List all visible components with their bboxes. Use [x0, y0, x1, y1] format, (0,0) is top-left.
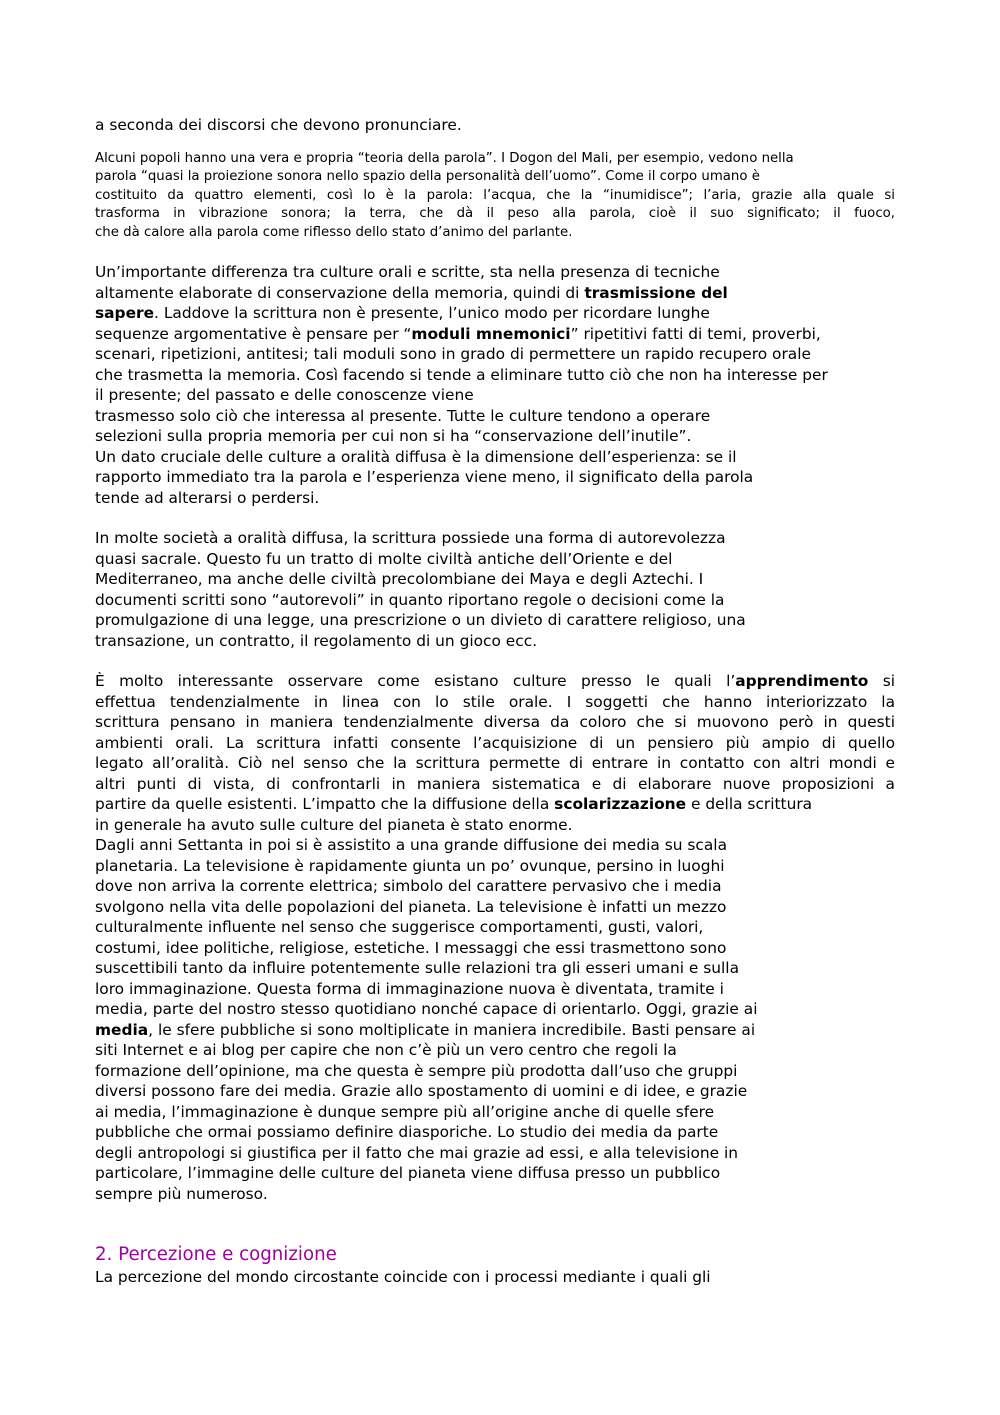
- bold-term: apprendimento: [735, 672, 869, 691]
- body-text-line: Un’importante differenza tra culture orali e scritte, sta nella presenza di tecniche: [95, 263, 720, 282]
- paragraph-gap: [95, 1204, 925, 1243]
- quote-text-line: costituito da quattro elementi, così lo è la parola: l’acqua, che la “inumidisce”; l’aria, grazie alla quale si: [95, 187, 895, 203]
- body-text-line: Un dato cruciale delle culture a oralità diffusa è la dimensione dell’esperienza: se il: [95, 447, 737, 466]
- body-text-line: diversi possono fare dei media. Grazie allo spostamento di uomini e di idee, e grazie: [95, 1082, 748, 1101]
- document-page: [95, 115, 925, 1288]
- text-run: sequenze argomentative è pensare per “: [95, 324, 412, 343]
- body-text-line: in generale ha avuto sulle culture del pianeta è stato enorme.: [95, 815, 573, 834]
- quote-text-line: trasforma in vibrazione sonora; la terra, che dà il peso alla parola, cioè il suo significato; il fuoco,: [95, 206, 895, 222]
- body-text-line: che trasmetta la memoria. Così facendo si tende a eliminare tutto ciò che non ha interesse per: [95, 365, 828, 384]
- body-text-line: pubbliche che ormai possiamo definire diasporiche. Lo studio dei media da parte: [95, 1123, 719, 1142]
- text-run: È molto interessante osservare come esistano culture presso le quali l’: [95, 672, 736, 691]
- paragraph-gap: [95, 651, 925, 671]
- body-text-line: formazione dell’opinione, ma che questa è sempre più prodotta dall’uso che gruppi: [95, 1061, 738, 1080]
- body-text-line: [95, 671, 895, 692]
- body-text-line: rapporto immediato tra la parola e l’esperienza viene meno, il significato della parola: [95, 468, 754, 487]
- body-text-line: selezioni sulla propria memoria per cui non si ha “conservazione dell’inutile”.: [95, 427, 692, 446]
- body-text-line: legato all’oralità. Ciò nel senso che la scrittura permette di entrare in contatto con altri mondi e: [95, 754, 895, 773]
- bold-term: trasmissione del: [584, 283, 728, 302]
- body-text-line: scrittura pensano in maniera tendenzialmente diversa da coloro che si muovono però in questi: [95, 713, 895, 732]
- section-heading: 2. Percezione e cognizione: [95, 1244, 337, 1266]
- text-run: ” ripetitivi fatti di temi, proverbi,: [570, 324, 821, 343]
- body-text-line: quasi sacrale. Questo fu un tratto di molte civiltà antiche dell’Oriente e del: [95, 549, 673, 568]
- body-text-line: planetaria. La televisione è rapidamente giunta un po’ ovunque, persino in luoghi: [95, 856, 725, 875]
- body-text-line: siti Internet e ai blog per capire che non c’è più un vero centro che regoli la: [95, 1041, 677, 1060]
- body-text-line: il presente; del passato e delle conoscenze viene: [95, 386, 474, 405]
- body-text-line: effettua tendenzialmente in linea con lo stile orale. I soggetti che hanno interiorizzato la: [95, 692, 895, 711]
- body-text-line: [95, 324, 925, 345]
- body-text-line: promulgazione di una legge, una prescrizione o un divieto di carattere religioso, una: [95, 611, 746, 630]
- body-text-line: [95, 303, 925, 324]
- text-run: altamente elaborate di conservazione della memoria, quindi di: [95, 283, 585, 302]
- text-run: e della scrittura: [686, 795, 813, 814]
- body-text-line: svolgono nella vita delle popolazioni del pianeta. La televisione è infatti un mezzo: [95, 897, 727, 916]
- body-text-line: [95, 1020, 925, 1041]
- text-run: si: [868, 672, 895, 691]
- paragraph-gap: [95, 136, 925, 150]
- bold-term: sapere: [95, 304, 155, 323]
- body-text-line: documenti scritti sono “autorevoli” in quanto riportano regole o decisioni come la: [95, 590, 725, 609]
- body-text-line: particolare, l’immagine delle culture del pianeta viene diffusa presso un pubblico: [95, 1164, 721, 1183]
- body-text-line: sempre più numeroso.: [95, 1184, 268, 1203]
- bold-term: moduli mnemonici: [411, 324, 571, 343]
- body-text-line: loro immaginazione. Questa forma di immaginazione nuova è diventata, tramite i: [95, 979, 724, 998]
- text-run: . Laddove la scrittura non è presente, l’unico modo per ricordare lunghe: [154, 304, 710, 323]
- body-text-line: In molte società a oralità diffusa, la scrittura possiede una forma di autorevolezza: [95, 529, 726, 548]
- quote-text-line: Alcuni popoli hanno una vera e propria “teoria della parola”. I Dogon del Mali, per esempio, vedono nella: [95, 150, 794, 166]
- quote-text-line: che dà calore alla parola come riflesso dello stato d’animo del parlante.: [95, 224, 573, 240]
- text-run: partire da quelle esistenti. L’impatto che la diffusione della: [95, 795, 550, 814]
- body-text-line: altri punti di vista, di confrontarli in maniera sistematica e di elaborare nuove proposizioni a: [95, 774, 895, 793]
- body-text-line: costumi, idee politiche, religiose, estetiche. I messaggi che essi trasmettono sono: [95, 938, 727, 957]
- bold-term: media: [95, 1020, 149, 1039]
- body-text-line: ambienti orali. La scrittura infatti consente l’acquisizione di un pensiero più ampio di quello: [95, 733, 895, 752]
- body-text-line: scenari, ripetizioni, antitesi; tali moduli sono in grado di permettere un rapido recupero orale: [95, 345, 811, 364]
- body-text-line: trasmesso solo ciò che interessa al presente. Tutte le culture tendono a operare: [95, 406, 711, 425]
- body-text-line: Dagli anni Settanta in poi si è assistito a una grande diffusione dei media su scala: [95, 836, 728, 855]
- body-text-line: degli antropologi si giustifica per il fatto che mai grazie ad essi, e alla televisione in: [95, 1143, 739, 1162]
- body-text-line: ai media, l’immaginazione è dunque sempre più all’origine anche di quelle sfere: [95, 1102, 715, 1121]
- text-run: , le sfere pubbliche si sono moltiplicate in maniera incredibile. Basti pensare ai: [148, 1020, 756, 1039]
- body-text-line: dove non arriva la corrente elettrica; simbolo del carattere pervasivo che i media: [95, 877, 722, 896]
- body-text-line: suscettibili tanto da influire potentemente sulle relazioni tra gli esseri umani e sulla: [95, 959, 740, 978]
- body-text-line: La percezione del mondo circostante coincide con i processi mediante i quali gli: [95, 1268, 711, 1287]
- body-text-line: transazione, un contratto, il regolamento di un gioco ecc.: [95, 631, 538, 650]
- body-text-line: [95, 283, 925, 304]
- body-text-line: a seconda dei discorsi che devono pronunciare.: [95, 116, 462, 134]
- body-text-line: media, parte del nostro stesso quotidiano nonché capace di orientarlo. Oggi, grazie ai: [95, 1000, 758, 1019]
- paragraph-gap: [95, 508, 925, 528]
- body-text-line: Mediterraneo, ma anche delle civiltà precolombiane dei Maya e degli Aztechi. I: [95, 570, 704, 589]
- paragraph-gap: [95, 242, 925, 262]
- body-text-line: culturalmente influente nel senso che suggerisce comportamenti, gusti, valori,: [95, 918, 704, 937]
- quote-text-line: parola “quasi la proiezione sonora nello spazio della personalità dell’uomo”. Come il corpo umano è: [95, 169, 760, 185]
- body-text-line: [95, 794, 925, 815]
- bold-term: scolarizzazione: [554, 795, 687, 814]
- body-text-line: tende ad alterarsi o perdersi.: [95, 488, 320, 507]
